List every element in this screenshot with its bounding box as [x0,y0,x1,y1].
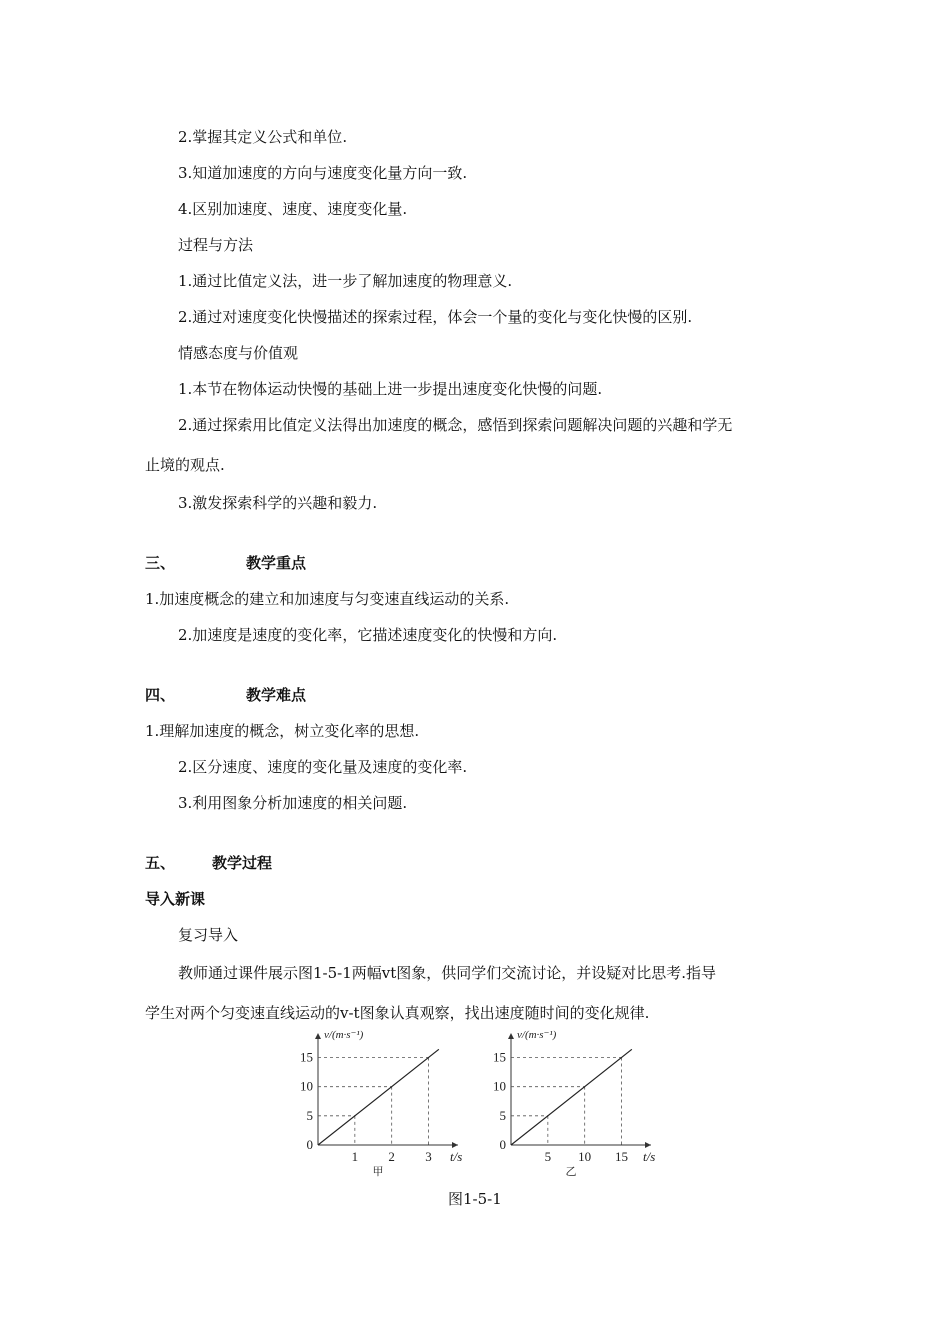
emotion-item-2: 2.通过探索用比值定义法得出加速度的概念，感悟到探索问题解决问题的兴趣和学无 [178,416,733,434]
chart1-title: 甲 [372,1166,384,1178]
chart2-y-arrow [508,1033,514,1039]
chart2-x-arrow [645,1142,651,1148]
knowledge-item-3: 3.知道加速度的方向与速度变化量方向一致. [178,164,468,182]
section3-number: 三、 [145,554,176,572]
chart2-x-axis-label: t/s [643,1149,656,1164]
emotion-heading: 情感态度与价值观 [178,344,299,362]
chart2-y-tick-label-1: 5 [499,1107,506,1123]
knowledge-item-2: 2.掌握其定义公式和单位. [178,128,348,146]
chart2-y-tick-label-3: 15 [493,1049,506,1065]
chart1-y-arrow [315,1033,321,1039]
chart1-y-tick-label-1: 5 [306,1107,313,1123]
chart2-y-tick-label-2: 10 [493,1078,506,1094]
section3-item-1: 1.加速度概念的建立和加速度与匀变速直线运动的关系. [145,590,510,608]
chart2-x-tick-label-2: 10 [578,1149,592,1164]
chart2-origin-label: 0 [499,1137,506,1152]
chart1-x-tick-label-3: 3 [425,1149,432,1164]
process-item-2: 2.通过对速度变化快慢描述的探索过程，体会一个量的变化与变化快慢的区别. [178,308,693,326]
section4-item-3: 3.利用图象分析加速度的相关问题. [178,794,408,812]
knowledge-item-4: 4.区别加速度、速度、速度变化量. [178,200,408,218]
emotion-item-2-cont: 止境的观点. [145,456,225,474]
section4-item-1: 1.理解加速度的概念，树立变化率的思想. [145,722,420,740]
section4-number: 四、 [145,686,176,704]
chart1-x-tick-label-1: 1 [351,1149,359,1164]
process-heading: 过程与方法 [178,236,254,254]
section3-item-2: 2.加速度是速度的变化率，它描述速度变化的快慢和方向. [178,626,558,644]
chart1-y-tick-label-3: 15 [300,1049,313,1065]
section4-title: 教学难点 [246,686,307,704]
process-item-1: 1.通过比值定义法，进一步了解加速度的物理意义. [178,272,513,290]
chart2-x-tick-label-1: 5 [544,1149,552,1164]
vt-graphs-figure [0,1030,950,1180]
chart2-series-line [511,1049,632,1145]
chart1-y-tick-label-2: 10 [300,1078,313,1094]
chart1-origin-label: 0 [306,1137,313,1152]
emotion-item-1: 1.本节在物体运动快慢的基础上进一步提出速度变化快慢的问题. [178,380,603,398]
chart1-x-arrow [452,1142,458,1148]
section4-item-2: 2.区分速度、速度的变化量及速度的变化率. [178,758,468,776]
chart1-series-line [318,1049,439,1145]
chart2-x-tick-label-3: 15 [615,1149,629,1164]
chart1-x-tick-label-2: 2 [388,1149,395,1164]
section5-subheading: 导入新课 [145,890,206,908]
section5-title: 教学过程 [212,854,273,872]
chart1-y-axis-label: v/(m·s⁻¹) [324,1030,364,1041]
section3-title: 教学重点 [246,554,307,572]
section5-paragraph-line1: 教师通过课件展示图1-5-1两幅vt图象，供同学们交流讨论，并设疑对比思考.指导 [178,964,717,982]
emotion-item-3: 3.激发探索科学的兴趣和毅力. [178,494,378,512]
section5-number: 五、 [145,854,176,872]
chart2-title: 乙 [565,1166,577,1178]
section5-paragraph-line2: 学生对两个匀变速直线运动的v-t图象认真观察，找出速度随时间的变化规律. [145,1004,650,1022]
chart1-x-axis-label: t/s [450,1149,463,1164]
chart2-y-axis-label: v/(m·s⁻¹) [517,1030,557,1041]
section5-subsubheading: 复习导入 [178,926,239,944]
figure-caption: 图1-5-1 [448,1190,502,1208]
